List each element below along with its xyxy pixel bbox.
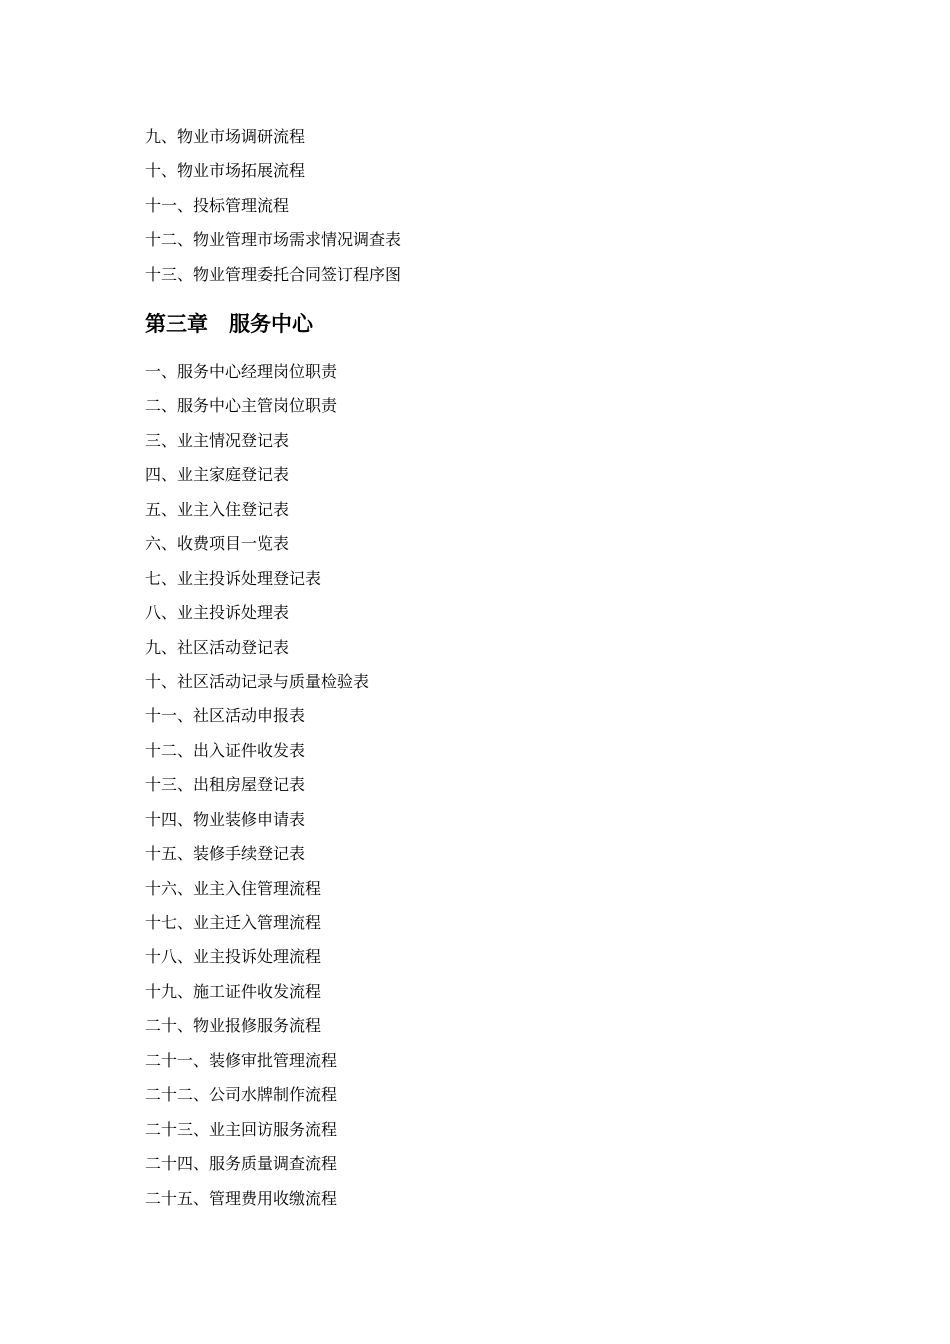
toc-item: 十二、物业管理市场需求情况调查表 bbox=[145, 230, 402, 250]
toc-item: 十二、出入证件收发表 bbox=[145, 740, 306, 760]
toc-item: 一、服务中心经理岗位职责 bbox=[145, 362, 338, 381]
toc-item: 三、业主情况登记表 bbox=[145, 430, 290, 450]
toc-item: 六、收费项目一览表 bbox=[145, 534, 290, 554]
toc-item: 二十二、公司水牌制作流程 bbox=[145, 1085, 338, 1105]
toc-item: 十一、投标管理流程 bbox=[145, 195, 290, 215]
toc-item: 十八、业主投诉处理流程 bbox=[145, 947, 322, 967]
toc-item: 二十一、装修审批管理流程 bbox=[145, 1050, 338, 1070]
toc-item: 十三、出租房屋登记表 bbox=[145, 775, 306, 795]
toc-item: 二、服务中心主管岗位职责 bbox=[145, 396, 338, 416]
toc-item: 二十三、业主回访服务流程 bbox=[145, 1119, 338, 1139]
toc-item: 十七、业主迁入管理流程 bbox=[145, 913, 322, 932]
toc-item: 十、物业市场拓展流程 bbox=[145, 161, 306, 181]
chapter-heading: 第三章 服务中心 bbox=[145, 312, 313, 336]
toc-item: 八、业主投诉处理表 bbox=[145, 603, 290, 623]
toc-item: 十六、业主入住管理流程 bbox=[145, 878, 322, 898]
toc-item: 十九、施工证件收发流程 bbox=[145, 981, 322, 1001]
toc-item: 五、业主入住登记表 bbox=[145, 499, 290, 519]
toc-item: 十一、社区活动申报表 bbox=[145, 706, 306, 726]
toc-item: 二十五、管理费用收缴流程 bbox=[145, 1188, 338, 1208]
toc-item: 二十四、服务质量调查流程 bbox=[145, 1154, 338, 1174]
toc-item: 九、物业市场调研流程 bbox=[145, 127, 306, 146]
toc-item: 十四、物业装修申请表 bbox=[145, 809, 306, 829]
toc-item: 十、社区活动记录与质量检验表 bbox=[145, 671, 370, 691]
toc-item: 十五、装修手续登记表 bbox=[145, 844, 306, 864]
toc-item: 九、社区活动登记表 bbox=[145, 637, 290, 657]
toc-item: 七、业主投诉处理登记表 bbox=[145, 568, 322, 588]
toc-item: 二十、物业报修服务流程 bbox=[145, 1016, 322, 1036]
toc-list-chapter3 bbox=[145, 355, 369, 1216]
toc-item: 四、业主家庭登记表 bbox=[145, 465, 290, 485]
toc-list-previous-chapter bbox=[145, 120, 401, 292]
toc-item: 十三、物业管理委托合同签订程序图 bbox=[145, 264, 402, 284]
